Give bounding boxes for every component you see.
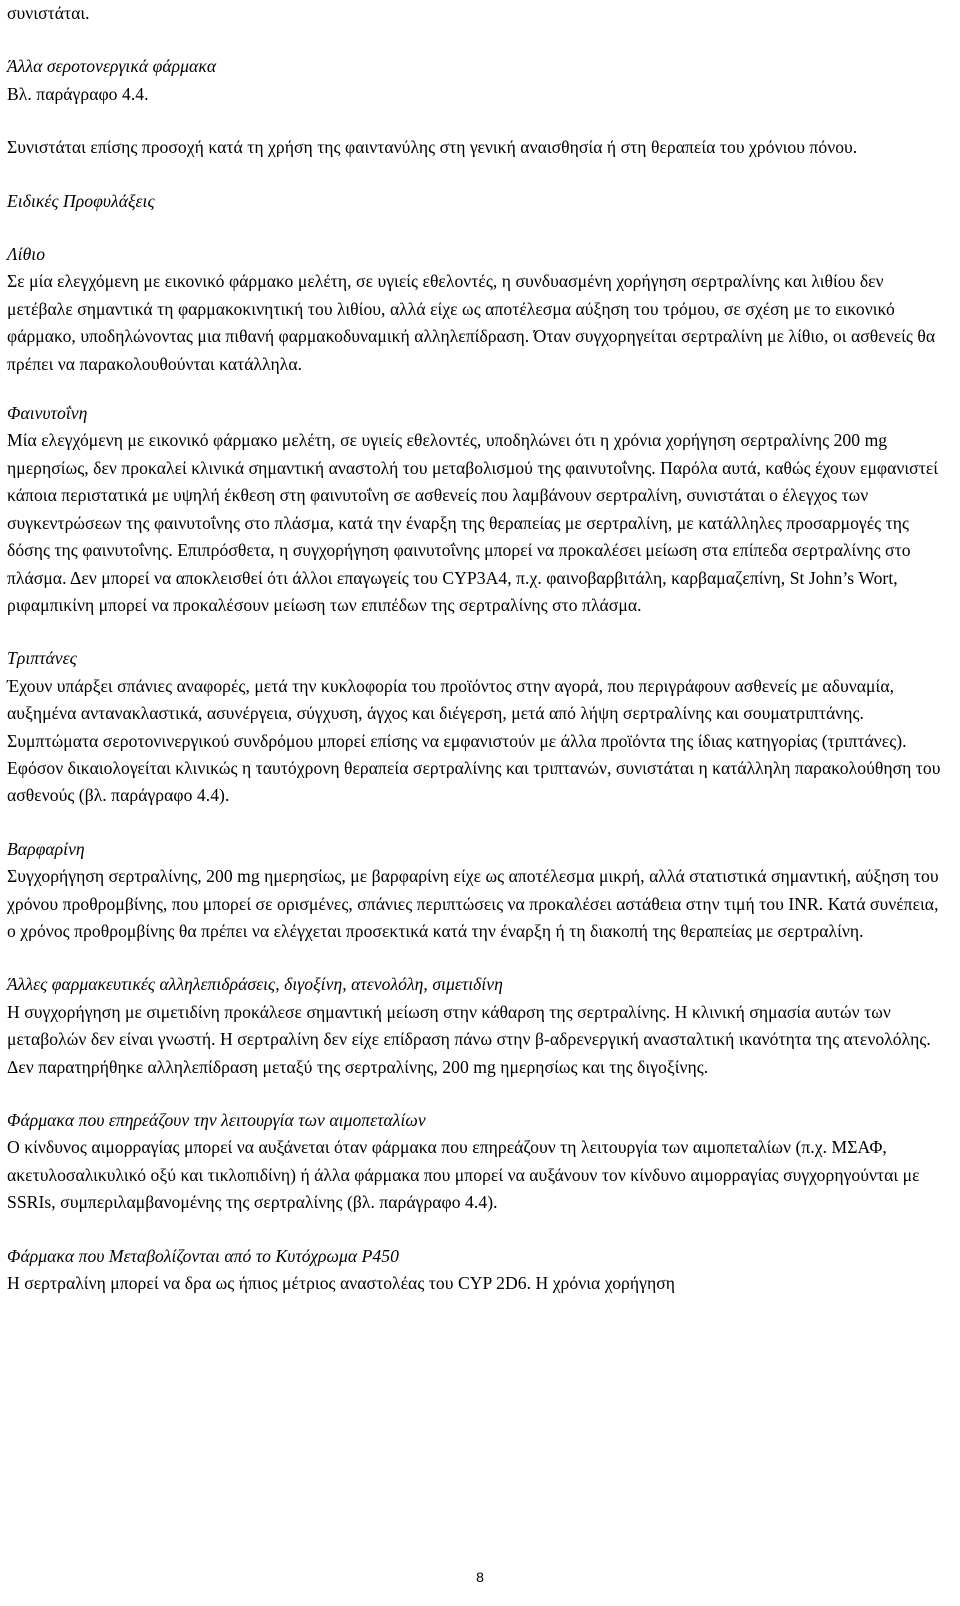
cyp450-heading: Φάρμακα που Μεταβολίζονται από το Κυτόχρωμα P450 — [7, 1245, 399, 1266]
phenytoin-text: Μία ελεγχόμενη με εικονικό φάρμακο μελέτη, σε υγιείς εθελοντές, υποδηλώνει ότι η χρόνια χορήγηση σερτραλίνης 200 mg ημερησίως, δεν προκαλεί κλινικά σημαντική αναστολή του μεταβολισμού της φαινυτοΐνης. Παρόλα αυτά, καθώς έχουν εμφανιστεί κάποια περιστατικά με υψηλή έκθεση στη φαινυτοΐνη σε ασθενείς που λαμβάνουν σερτραλίνη, συνιστάται ο έλεγχος των συγκεντρώσεων της φαινυτοΐνης στο πλάσμα, κατά την έναρξη της θεραπείας με σερτραλίνη, με κατάλληλες προσαρμογές της δόσης της φαινυτοΐνης. Επιπρόσθετα, η συγχορήγηση φαινυτοΐνης μπορεί να προκαλέσει μείωση στα επίπεδα σερτραλίνης στο πλάσμα. Δεν μπορεί να αποκλεισθεί ότι άλλοι επαγωγείς του CYP3A4, π.χ. φαινοβαρβιτάλη, καρβαμαζεπίνη, St John’s Wort, ριφαμπικίνη μπορεί να προκαλέσουν μείωση των επιπέδων της σερτραλίνης στο πλάσμα. — [7, 430, 939, 615]
warfarin-heading: Βαρφαρίνη — [7, 838, 85, 859]
special-precautions-heading: Ειδικές Προφυλάξεις — [7, 190, 155, 211]
other-interactions-heading: Άλλες φαρμακευτικές αλληλεπιδράσεις, διγοξίνη, ατενολόλη, σιμετιδίνη — [7, 974, 503, 995]
triptans-text: Έχουν υπάρξει σπάνιες αναφορές, μετά την κυκλοφορία του προϊόντος στην αγορά, που περιγράφουν ασθενείς με αδυναμία, αυξημένα αντανακλαστικά, ασυνέργεια, σύγχυση, άγχος και διέγερση, μετά από λήψη σερτραλίνης και σουματριπτάνης. Συμπτώματα σεροτονινεργικού συνδρόμου μπορεί επίσης να εμφανιστούν με άλλα προϊόντα της ίδιας κατηγορίας (τριπτάνες). Εφόσον δικαιολογείται κλινικώς η ταυτόχρονη θεραπεία σερτραλίνης και τριπτανών, συνιστάται η κατάλληλη παρακολούθηση του ασθενούς (βλ. παράγραφο 4.4). — [7, 675, 941, 806]
lithium-heading: Λίθιο — [7, 244, 46, 265]
caution-text: Συνιστάται επίσης προσοχή κατά τη χρήση της φαιντανύλης στη γενική αναισθησία ή στη θεραπεία του χρόνιου πόνου. — [7, 137, 858, 158]
triptans-heading: Τριπτάνες — [7, 648, 77, 669]
serotonergic-heading: Άλλα σεροτονεργικά φάρμακα — [7, 56, 217, 77]
platelet-text: Ο κίνδυνος αιμορραγίας μπορεί να αυξάνεται όταν φάρμακα που επηρεάζουν τη λειτουργία των αιμοπεταλίων (π.χ. ΜΣΑΦ, ακετυλοσαλικυλικό οξύ και τικλοπιδίνη) ή άλλα φάρμακα που μπορεί να αυξάνουν τον κίνδυνο αιμορραγίας συγχορηγούνται με SSRIs, συμπεριλαμβανομένης της σερτραλίνης (βλ. παράγραφο 4.4). — [7, 1137, 920, 1213]
lithium-text: Σε μία ελεγχόμενη με εικονικό φάρμακο μελέτη, σε υγιείς εθελοντές, η συνδυασμένη χορήγηση σερτραλίνης και λιθίου δεν μετέβαλε σημαντικά τη φαρμακοκινητική του λιθίου, αλλά είχε ως αποτέλεσμα αύξηση του τρόμου, σε σχέση με το εικονικό φάρμακο, υποδηλώνοντας μια πιθανή φαρμακοδυναμική αλληλεπίδραση. Όταν συγχορηγείται σερτραλίνη με λίθιο, οι ασθενείς θα πρέπει να παρακολουθούνται κατάλληλα. — [7, 271, 936, 374]
page-number: 8 — [476, 1569, 484, 1585]
phenytoin-heading: Φαινυτοΐνη — [7, 403, 88, 424]
serotonergic-text: Βλ. παράγραφο 4.4. — [7, 83, 149, 104]
cyp450-text: Η σερτραλίνη μπορεί να δρα ως ήπιος μέτριος αναστολέας του CYP 2D6. Η χρόνια χορήγηση — [7, 1273, 675, 1294]
platelet-heading: Φάρμακα που επηρεάζουν την λειτουργία των αιμοπεταλίων — [7, 1110, 426, 1130]
top-line: συνιστάται. — [7, 3, 90, 23]
document-body — [7, 0, 942, 1297]
other-interactions-text: Η συγχορήγηση με σιμετιδίνη προκάλεσε σημαντική μείωση στην κάθαρση της σερτραλίνης. Η κλινική σημασία αυτών των μεταβολών δεν είναι γνωστή. Η σερτραλίνη δεν είχε επίδραση πάνω στην β-αδρενεργική ανασταλτική ικανότητα της ατενολόλης. Δεν παρατηρήθηκε αλληλεπίδραση μεταξύ της σερτραλίνης, 200 mg ημερησίως και της διγοξίνης. — [7, 1001, 931, 1077]
warfarin-text: Συγχορήγηση σερτραλίνης, 200 mg ημερησίως, με βαρφαρίνη είχε ως αποτέλεσμα μικρή, αλλά στατιστικά σημαντική, αύξηση του χρόνου προθρομβίνης, που μπορεί σε ορισμένες, σπάνιες περιπτώσεις να προκαλέσει αστάθεια στην τιμή του INR. Κατά συνέπεια, ο χρόνος προθρομβίνης θα πρέπει να ελέγχεται προσεκτικά κατά την έναρξη ή τη διακοπή της θεραπείας με σερτραλίνη. — [7, 866, 939, 941]
